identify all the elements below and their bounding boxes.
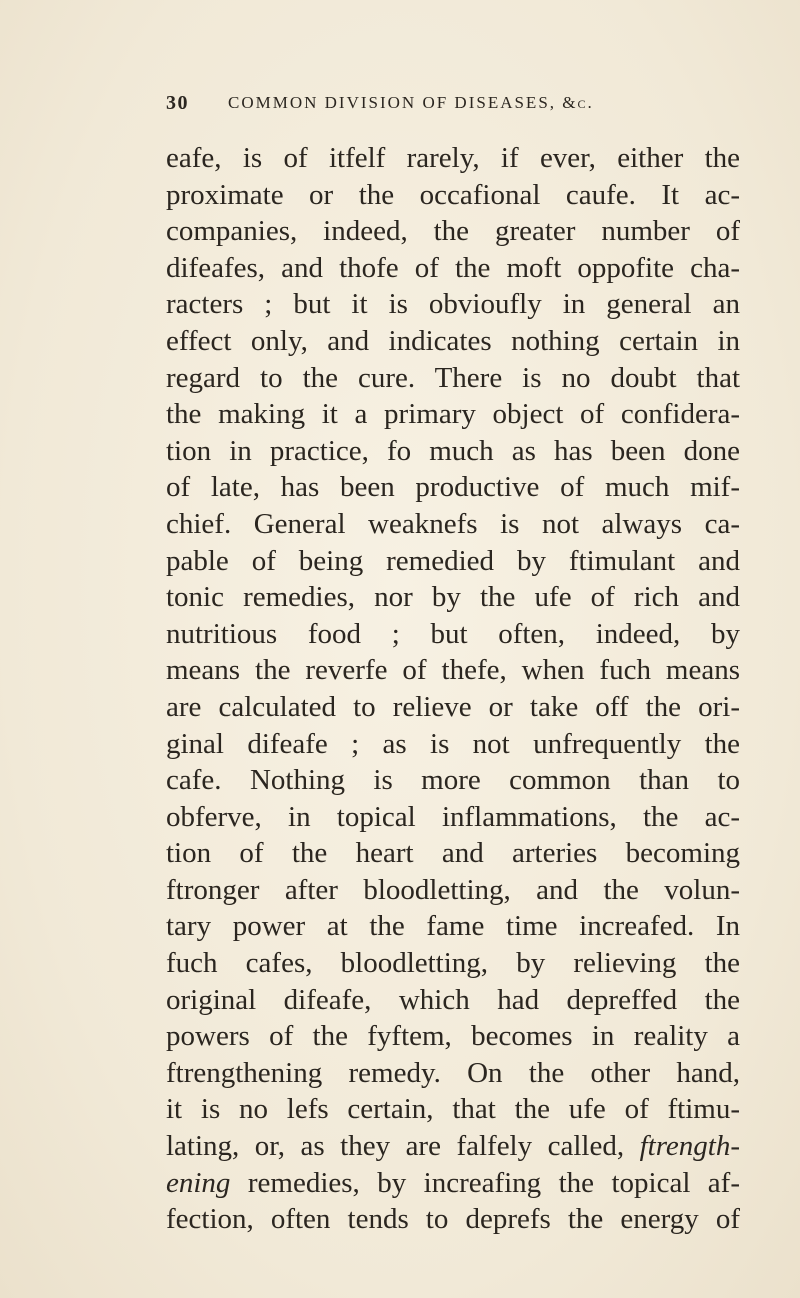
text-line: ftronger after bloodletting, and the volun- xyxy=(166,873,740,906)
text-line xyxy=(166,1165,740,1202)
text-line: means the reverfe of thefe, when fuch means xyxy=(166,654,740,687)
text-line: proximate or the occafional caufe. It ac- xyxy=(166,178,740,211)
italic-word: ftrength- xyxy=(639,1130,740,1163)
text-line: tary power at the fame time increafed. In xyxy=(166,910,740,943)
text-line xyxy=(166,1128,740,1165)
text-line: ginal difeafe ; as is not unfrequently the xyxy=(166,727,740,760)
text-line: cafe. Nothing is more common than to xyxy=(166,764,740,797)
page-number: 30 xyxy=(166,92,189,114)
running-title: COMMON DIVISION OF DISEASES, &c. xyxy=(228,93,594,112)
text-line: original difeafe, which had depreffed the xyxy=(166,983,740,1016)
italic-word: ening xyxy=(166,1166,231,1199)
text-line: chief. General weaknefs is not always ca- xyxy=(166,507,740,540)
text-line: of late, has been productive of much mif- xyxy=(166,471,740,504)
text-line: pable of being remedied by ftimulant and xyxy=(166,544,740,577)
text-line: tion of the heart and arteries becoming xyxy=(166,837,740,870)
text-line: companies, indeed, the greater number of xyxy=(166,215,740,248)
text-line: difeafes, and thofe of the moft oppofite cha- xyxy=(166,251,740,284)
text-line: powers of the fyftem, becomes in reality a xyxy=(166,1020,740,1053)
text-line: it is no lefs certain, that the ufe of ftimu- xyxy=(166,1093,740,1126)
text-line: are calculated to relieve or take off the ori- xyxy=(166,690,740,723)
running-head xyxy=(166,92,726,118)
text-line: racters ; but it is obvioufly in general an xyxy=(166,288,740,321)
body-text xyxy=(166,140,740,1238)
text-line: ftrengthening remedy. On the other hand, xyxy=(166,1056,740,1089)
text-line: regard to the cure. There is no doubt that xyxy=(166,361,740,394)
text-line: tonic remedies, nor by the ufe of rich and xyxy=(166,581,740,614)
text-line: nutritious food ; but often, indeed, by xyxy=(166,617,740,650)
text-line: fection, often tends to deprefs the energy of xyxy=(166,1203,740,1236)
text-run: lating, or, as they are falfely called, xyxy=(166,1130,640,1163)
text-line: fuch cafes, bloodletting, by relieving the xyxy=(166,947,740,980)
text-line: the making it a primary object of confidera- xyxy=(166,398,740,431)
text-run: remedies, by increafing the topical af- xyxy=(230,1166,740,1199)
text-line: effect only, and indicates nothing certain in xyxy=(166,324,740,357)
text-line: eafe, is of itfelf rarely, if ever, either the xyxy=(166,142,740,174)
text-line: obferve, in topical inflammations, the ac- xyxy=(166,800,740,833)
text-line: tion in practice, fo much as has been done xyxy=(166,434,740,467)
